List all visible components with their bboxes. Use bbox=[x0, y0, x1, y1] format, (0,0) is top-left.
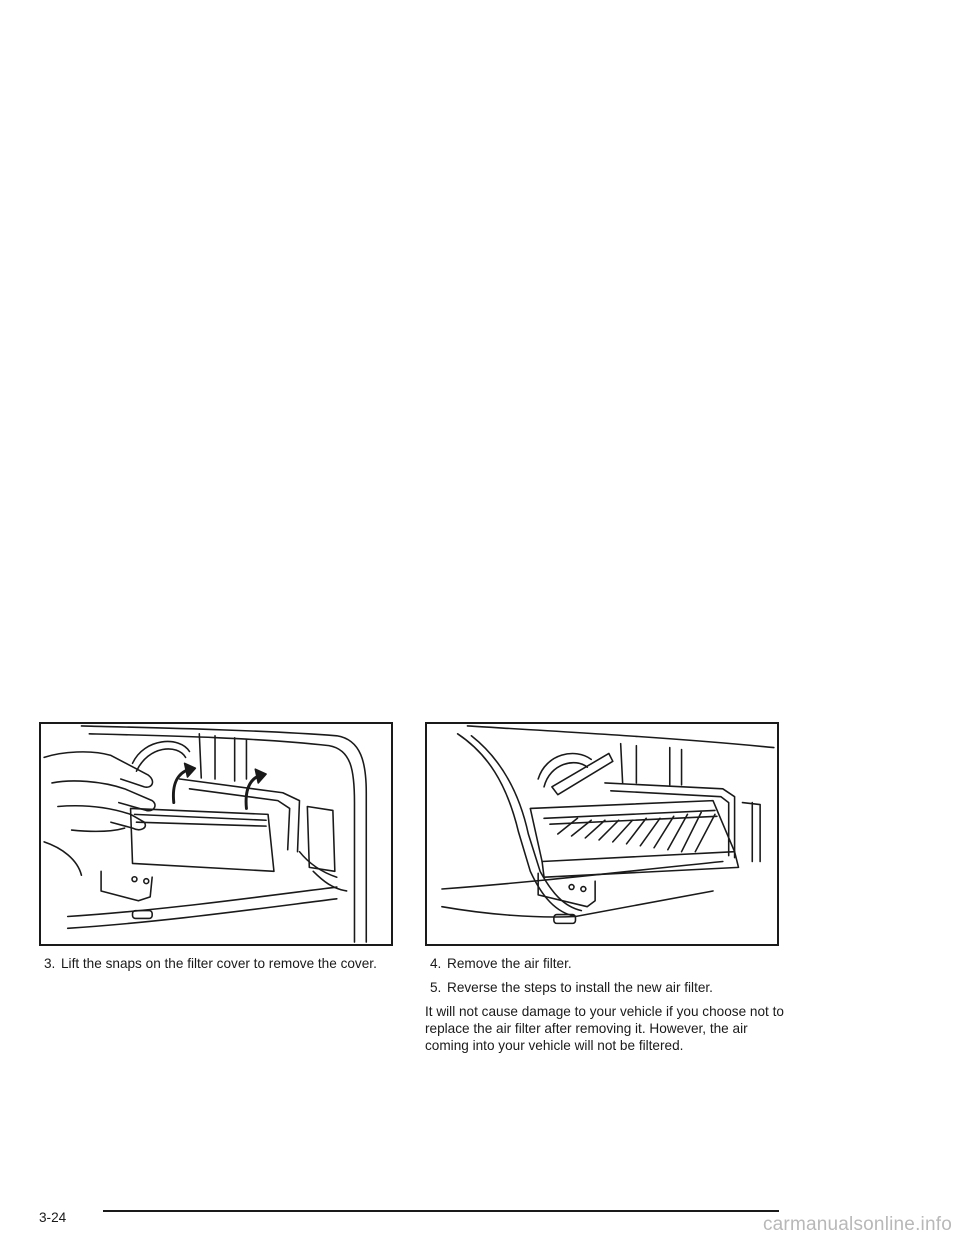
filter-cover-snaps-illustration bbox=[39, 722, 393, 946]
step-4-text: Remove the air filter. bbox=[447, 956, 572, 971]
step-3-text: Lift the snaps on the filter cover to remove the cover. bbox=[61, 956, 377, 971]
step-3-number: 3. bbox=[44, 956, 56, 971]
step-4 bbox=[425, 955, 785, 972]
air-filter-removal-illustration bbox=[425, 722, 779, 946]
right-text-column bbox=[425, 955, 785, 1054]
footer-rule bbox=[103, 1210, 779, 1212]
left-text-column bbox=[39, 955, 393, 972]
step-5-number: 5. bbox=[430, 980, 442, 995]
page-number: 3-24 bbox=[39, 1210, 67, 1225]
step-3 bbox=[39, 955, 393, 972]
step-5-text: Reverse the steps to install the new air filter. bbox=[447, 980, 713, 995]
step-4-number: 4. bbox=[430, 956, 442, 971]
filter-note-paragraph: It will not cause damage to your vehicle if you choose not to replace the air filter after removing it. However, the air coming into your vehicle will not be filtered. bbox=[425, 1004, 784, 1053]
step-5 bbox=[425, 979, 785, 996]
watermark: carmanualsonline.info bbox=[762, 1214, 952, 1235]
